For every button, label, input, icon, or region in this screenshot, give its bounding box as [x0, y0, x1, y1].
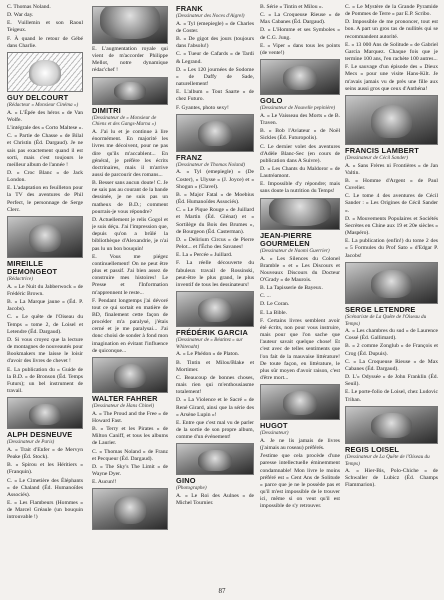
answer-line: B. Série « Tintin et Milou ».	[260, 4, 324, 10]
answer-line: F. Le sauvage d'un épisode des « Dieux Mecs » pour une visite Hans-Kilt. Je m'avais jamais vu de près une fille aux seins aussi gros que ceux d'Anthéna!	[345, 64, 438, 92]
answer-line: A. « Le Phédon » de Platon.	[176, 351, 240, 358]
answer-line: E. La Bible.	[260, 309, 288, 316]
answer-line: E. Vuillemin et son Raoul Teigeux.	[7, 20, 83, 34]
answer-line: D. Le Coran.	[260, 301, 290, 308]
answer-line: D. « La Violence et le Sacré » de René Girard, ainsi que la série des « Arsène Lupin »!	[176, 397, 254, 418]
answer-line: D. « Delirium Circus » de Pierre Pelot... et l'Écho des Savanes!	[176, 236, 254, 251]
answer-line: F. Gyantes, photo sexy!	[176, 104, 229, 111]
contributor-name: GUY DELCOURT	[7, 92, 69, 102]
answer-line: A. « Les chambres du sud » de Laurence Cossé (Éd. Gallimard).	[345, 328, 438, 342]
answer-line: C. Le dernier volet des aventures d'Adèle Blanc-Sec (en cours de publication dans A Suivre).	[260, 143, 340, 164]
contributor-role: (Dessinateur de Paris)	[7, 439, 55, 446]
contributor-role: (Dessinateur de Hans Chinel)	[92, 403, 155, 410]
answer-line: E. Entre que c'est mal vu de parler de la sortie de son propre album, comme d'un événement!	[176, 419, 254, 441]
answer-line: A. « Le Vaisseau des Morts » de B. Traven.	[260, 112, 340, 127]
answer-line: B. « De gigot des jours (toujours dans l'absolu!)	[176, 36, 254, 50]
contributor-role: (Dessinateur de « Béatitez » sur Whitenaht)	[176, 337, 243, 350]
contributor-role: (Dessinateur de « Monsieur de Chiens et des Gangs-Marna »)	[92, 114, 157, 128]
answer-line: F. À quand le retour de Gébé dans Charlie.	[7, 35, 83, 49]
contributor-role: (Rédactrice)	[7, 276, 33, 283]
answer-line: E. « 13 000 Ans de Solitude » de Gabriel Garcia Marquez. Chaque fois que je termine 100 ans, l'en rachète 100 autres...	[345, 41, 438, 63]
portrait-photo	[345, 406, 438, 444]
answer-line: C. « Thomas Noland » de Franz et Pecqueur (Éd. Dargaud).	[92, 448, 168, 462]
contributor-role: (Photographe)	[176, 485, 207, 492]
answer-line: E. La publication (enfin!) du tome 2 des « 5 Formules du Prof Sato » d'Edgar P. Jacobs!	[345, 238, 438, 259]
portrait-photo	[260, 198, 340, 230]
portrait-photo	[92, 77, 168, 105]
column-5	[345, 4, 438, 491]
answer-line: A. « Hier-Bis, Polo-Chiche » de Schwaller de Lubicz (Éd. Champs Flammarion).	[345, 468, 438, 489]
answer-line: B. Besser sans aucun doute! C. Je ne sais pas au courant de la bande dessinée, je ne suis pas un matheux de B.D.; comment pourrais-je vous répondre?	[92, 180, 168, 215]
contributor-name: FRANK	[176, 4, 203, 13]
answer-line: E. Vous me piégez continuellement! On ne peut être plus et passif. J'ai bien assez de construire mes histoires! Le Presse et l'Information m'apprennent le reste...	[92, 253, 168, 296]
answer-line: E. Le porte-folio de Loisel, chez Ludovic Trihan.	[345, 389, 438, 403]
contributor-name: MIREILLE DEMONGEOT	[7, 258, 58, 277]
answer-line: B. « La Marque jaune » (Éd. P. Jacobs).	[7, 299, 83, 313]
contributor-role: (Scénariste de La Quête de l'Oiseau du Temps)	[345, 313, 427, 327]
answer-line: A. « Tyl (emepiegle) » de Charles de Coster.	[176, 20, 254, 34]
column-3	[176, 4, 254, 508]
answer-line: E. Impossible d'y répondre; mais sans doute la nutrition du Temps!	[260, 181, 340, 195]
answer-line: A. « Sans Frères ni Frontières » de Jan Valtin.	[345, 162, 438, 176]
contributor-name: GINO	[176, 476, 196, 486]
contributor-role: (Dessinateur de Thomas Noland)	[176, 161, 246, 168]
answer-line: E. L'album « Tout Saarte » de chez Futuro.	[176, 89, 254, 103]
answer-line: C. Le tome 4 des aventures de Cécil Sander : « Les Origines de Cécil Sander ».	[345, 193, 438, 214]
answer-line: A. « Le Nuit du Jabberwock » de Frédéric Brown.	[7, 283, 83, 298]
portrait-photo	[176, 291, 254, 327]
column-1	[7, 4, 83, 523]
answer-line: A. « The Proud and the Free » de Howard Fast.	[92, 410, 168, 424]
portrait-photo	[260, 384, 340, 420]
contributor-name: WALTER FAHRER	[92, 393, 158, 403]
contributor-name: FRÉDÉRIK GARCIA	[176, 327, 248, 337]
portrait-photo	[7, 397, 83, 429]
column-4	[260, 4, 340, 512]
answer-line: D. « Les Chants du Maldoror » de Lautréamont.	[260, 165, 340, 180]
portrait-photo	[260, 59, 340, 95]
answer-line: C. ...	[260, 293, 271, 300]
answer-line: C. « La Croqueuse Rieuse » de Max Cabanes (Éd. Dargaud).	[260, 12, 340, 26]
portrait-photo	[7, 52, 83, 92]
answer-line: B. Tintin et Milou/Blake et Mortimer.	[176, 359, 254, 373]
answer-line: C. Thomas Noland.	[7, 4, 51, 10]
answer-line: E. « Les Flambeurs (Hommes » de Marcel Gréaule (un bouquin introuvable !)	[7, 500, 83, 521]
contributor-role: (Rédacteur « Monsieur Cinéma »)	[7, 102, 79, 109]
portrait-photo	[345, 262, 438, 304]
contributor-name: FRANZ	[176, 152, 203, 162]
answer-line: D. « Mouvements Populaires et Sociétés Secrètes en Chine aux 19 et 20e siècles » (Maspéro).	[345, 215, 438, 237]
portrait-photo	[345, 95, 438, 145]
contributor-name: FRANCIS LAMBERT	[345, 145, 420, 155]
answer-line: E. « Viper » dans tous les points (de vente!)	[260, 42, 340, 56]
contributor-role: (Dessinateur de Nouvelle pepinière)	[260, 105, 336, 112]
answer-line: C. « Tueur de Cafards » de Tardi & Legrand.	[176, 51, 254, 65]
answer-line: A. « Les Silences du Colonel Bramble » et « Les Discours et Nouveaux Discours du Docteur O'Grady » de Maurois.	[260, 255, 340, 284]
answer-line: D. « Croc Blanc » de Jack London.	[7, 169, 83, 184]
answer-line: F. Pendant longtemps j'ai dévoré tout ce qui sortait en matière de BD, finalement cette façon de procéder m'a paralysé, j'étais cerné et je me paralysai... J'ai donc choisi de sonder à fond mon imagination en évitant l'influence de quiconque...	[92, 297, 168, 354]
column-2	[92, 4, 168, 532]
answer-line: F. La réelle découverte du fabuleux travail de Rossinski, peut-être le plus grand, le plus inventif de tous les dessinateurs!	[176, 260, 254, 288]
answer-line: E. Aucun!!	[92, 479, 117, 486]
answer-line: D. L'« Odyssée » de John Franklin (Éd. Seuil).	[345, 374, 438, 388]
contributor-role: (Dessinateur de La Quête de l'Oiseau du Temps)	[345, 453, 430, 467]
contributor-name: DIMITRI	[92, 105, 121, 115]
portrait-photo	[7, 216, 83, 258]
contributor-name: SERGE LETENDRE	[345, 304, 416, 314]
answer-line: D. War day.	[7, 12, 34, 19]
answer-line: L'intégrale des « Corto Maltese ».	[7, 125, 83, 132]
answer-line: A. Je ne lis jamais de livres (j'aimais au roseau) préférés.	[260, 438, 340, 452]
answer-line: C. « Le Mystère de la Grande Pyramide de Pommes de Terre » par E.P. Scribo.	[345, 4, 438, 18]
answer-line: E. L'augmentation royale qui vient de m'accorder Philippe Mellot, notre dynamique rédac'chef !	[92, 46, 168, 74]
answer-line: C. « Partie de Chasse » de Bilal et Christin (Éd. Dargaud). Je ne sais pas exactement quand il est sorti, mais c'est toujours le meilleur album de l'année !	[7, 133, 83, 168]
answer-line: C. « Le Cimetière des Éléphants » de Chaland (Éd. Humanoïdes Associés).	[7, 477, 83, 498]
answer-line: A. « Trait d'Enfer » de Mervyn Peake (Éd. Stock).	[7, 447, 83, 461]
contributor-role: (Dessinateur)	[260, 430, 289, 437]
answer-line: A. « Le Roi des Aulnes » de Michel Tournier.	[176, 493, 254, 507]
answer-line: A. J'ai lu et je continue à lire énormément. En majorité les livres me décoivent, pour ne pas dire qu'ils m'accablent... En général, je préfère les écrits doctrinaires, mais il m'arrive aussi de parcourir des romans...	[92, 129, 168, 179]
portrait-photo	[92, 488, 168, 530]
answer-line: B. « Spirou et les Héritiers » (Franquin).	[7, 462, 83, 476]
answer-line: C. « La Croqueuse Rieuse » de Max Cabanes (Éd. Dargaud).	[345, 358, 438, 372]
answer-line: E. L'adaptation en feuilleton pour la TV des aventures de Phil Perfect, le personnage de Serge Clerc.	[7, 185, 83, 213]
answer-line: D. « L'Homme et ses Symboles » de C.G. Jung.	[260, 27, 340, 41]
answer-line: C. « Le quête de l'Oiseau du Temps » tome 2, de Loisel et Letendre (Éd. Dargaud).	[7, 314, 83, 335]
answer-line: F. Certains livres semblent avoir été écrits, non pour vous instruire, mais pour que l'on sache que l'auteur savait quelque chose! Et c'est avec de telles sentiments que l'on fait de la mauvaise littérature! De toute façon, en littérature, le plus sûr moyen d'avoir raison, c'est d'être mort...	[260, 317, 340, 382]
contributor-role: (Dessinateur des Noces d'Aigrel)	[176, 13, 245, 20]
answer-line: C. Beaucoup de bonnes choses, mais rien qui m'enthousiasme totalement!	[176, 374, 254, 396]
portrait-photo	[92, 357, 168, 393]
contributor-name: REGIS LOISEL	[345, 444, 400, 454]
answer-line: D. « Les 120 journées de Sodome » de Daffy de Sade, naturellement!	[176, 66, 254, 88]
contributor-role: (Dessinateur de Cécil Sander)	[345, 155, 408, 162]
answer-line: D. Actuellement je relis Gogol et je suis déçu. J'ai l'impression que, depuis qu'on a brûlé la bibliothèque d'Alexandrie, je n'ai pas lu un bon bouquin!	[92, 216, 168, 252]
contributor-name: ALPH DESNEUVE	[7, 430, 73, 440]
answer-line: B. « Major Fatal » de Moebius (Éd. Humanoïdes Associés).	[176, 191, 254, 206]
answer-line: E. La publication du « Guide de la B.D. » de Bronson (Éd. Temps Futurs); un bel instrument de travail.	[7, 366, 83, 395]
portrait-photo	[176, 443, 254, 475]
answer-line: B. « 2 comme Zonglub » de François et Crog (Éd. Dupuis).	[345, 343, 438, 357]
contributor-name: GOLO	[260, 96, 283, 106]
answer-line: B. La Tapisserie de Bayeux.	[260, 285, 323, 292]
answer-line: A. « Tyl (emepiegle) » (De Coster), « Ulysse » (J. Joyce) et « Shogun » (Clavel).	[176, 169, 254, 190]
answer-line: B. « Homme d'Argent » de Paul Cuvelier.	[345, 177, 438, 192]
contributor-name: HUGOT	[260, 421, 288, 431]
page-number: 87	[218, 587, 226, 596]
answer-line: D. « The Sky's The Limit » de Wayne Dyer.	[92, 463, 168, 477]
answer-line: J'estime que cela procède d'une paresse intellectuelle éminemment condamnable! Mon livre le moins préféré est « Cent Ans de Solitude » parce que je ne le possède pas et qu'il m'est impossible de le trouver ici, même si on veut qu'il est impossible de s'y retrouver.	[260, 453, 340, 510]
answer-line: E. La « Percée » Juillard.	[176, 252, 233, 259]
answer-line: A. « L'Épée des héros » de Van Wolfe.	[7, 109, 83, 123]
answer-line: D. Si vous croyez que la lecture de montagnes de nouveautés pour Bookmakers me laisse le loisir d'avoir des livres de chevet !	[7, 336, 83, 365]
contributor-role: (Dessinateur de Naomi Guerrier)	[260, 247, 330, 254]
portrait-photo	[92, 6, 168, 44]
answer-line: C. « Le Pique Rouge » de Juillard et Martin (Éd. Glénat) et « Sortilège du Bois des Brumes », de Bourgeon (Éd. Casterman).	[176, 207, 254, 235]
portrait-photo	[176, 114, 254, 152]
answer-line: B. « Terry et les Pirates » de Milton Caniff, et tous les albums de Laurier.	[92, 426, 168, 447]
answer-line: D. Impossible de me prononcer, tout est bon. A part un gros tas de nullités qui se recommandent autorité.	[345, 19, 438, 40]
contributor-name: JEAN-PIERRE GOURMELEN	[260, 230, 312, 248]
answer-line: B. « Bob l'Aviateur » de Noël Sickles (Éd. Futuropolis).	[260, 128, 340, 142]
